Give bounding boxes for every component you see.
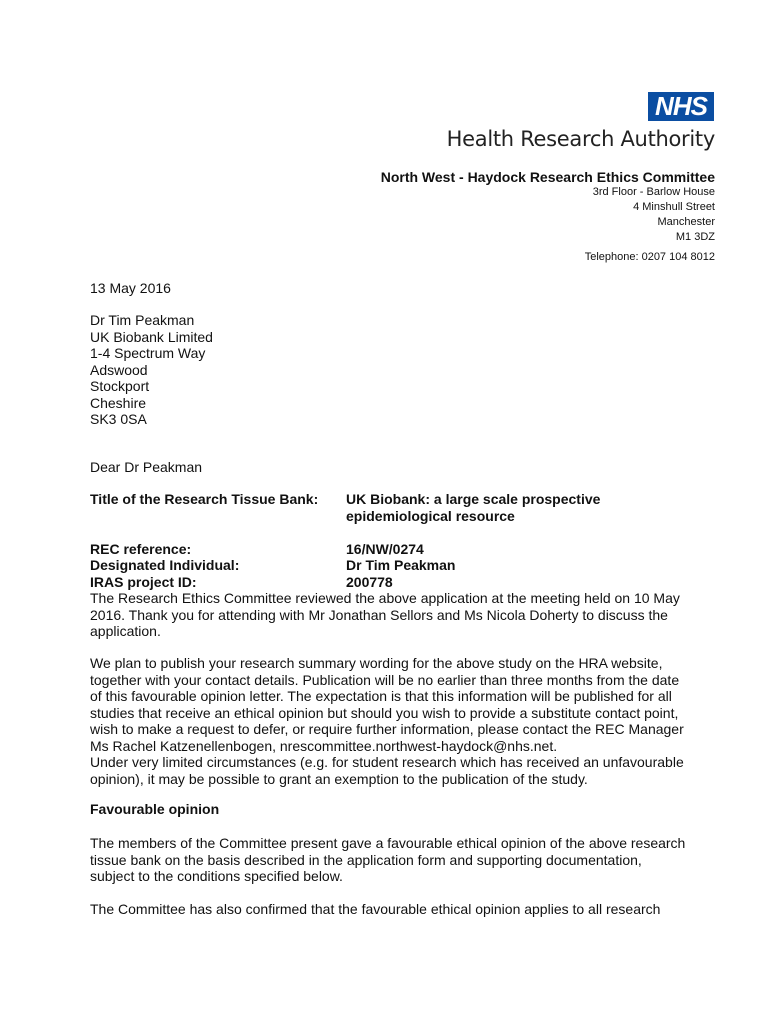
rec-value: 16/NW/0274 [346,540,424,557]
designated-label: Designated Individual: [90,557,240,573]
greeting: Dear Dr Peakman [90,459,203,475]
recipient-line: Stockport [90,378,150,394]
rec-label: REC reference: [90,540,192,557]
paragraph-meeting: The Research Ethics Committee reviewed the above application at the meeting held on 10 May 2016. Thank you for attending with Mr Jonathan Sellors and Ms Nicola Doherty to discuss the application. [90,590,680,639]
address-line: M1 3DZ [675,231,715,243]
address-line: 3rd Floor - Barlow House [592,186,715,198]
recipient-line: SK3 0SA [90,411,147,427]
paragraph-publication [90,655,690,787]
iras-row [90,574,636,591]
address-line: 4 Minshull Street [633,201,715,213]
publication-text: We plan to publish your research summary wording for the above study on the HRA website, together with your contact details. Publication will be no earlier than three months from the date of this favourable opinion letter. The expectation is that this information will be published for all studies that receive an ethical opinion but should you wish to provide a substitute contact point, wish to make a request to defer, or require further information, please contact the REC Manager Ms Rachel Katzenellenbogen, nrescommittee.northwest-haydock@nhs.net. [90,655,684,754]
designated-value: Dr Tim Peakman [346,557,456,573]
paragraph-confirmation: The Committee has also confirmed that the favourable ethical opinion applies to all research [90,901,661,917]
committee-address [593,185,715,245]
title-label: Title of the Research Tissue Bank: [90,491,319,507]
iras-value: 200778 [346,573,393,590]
designated-row [90,557,636,574]
reference-table [90,491,636,590]
recipient-line: UK Biobank Limited [90,328,213,345]
recipient-line: Cheshire [90,394,147,411]
organisation-name: Health Research Authority [446,127,715,151]
title-value: UK Biobank: a large scale prospective epidemiological resource [346,491,601,524]
rec-row [90,541,636,558]
letter-date: 13 May 2016 [90,280,171,296]
telephone: Telephone: 0207 104 8012 [584,251,715,263]
iras-label: IRAS project ID: [90,573,197,590]
recipient-address [90,312,213,428]
committee-name: North West - Haydock Research Ethics Committee [380,169,715,185]
exemption-text: Under very limited circumstances (e.g. for student research which has received an unfavourable opinion), it may be possible to grant an exemption to the publication of the study. [90,754,684,787]
favourable-opinion-heading: Favourable opinion [90,801,220,817]
recipient-line: 1-4 Spectrum Way [90,345,206,361]
title-row [90,491,636,524]
address-line: Manchester [657,216,715,228]
recipient-line: Adswood [90,361,148,378]
nhs-logo: NHS [648,92,714,121]
paragraph-opinion: The members of the Committee present gave a favourable ethical opinion of the above research tissue bank on the basis described in the application form and supporting documentation, subject to the conditions specified below. [90,835,686,884]
recipient-line: Dr Tim Peakman [90,312,195,328]
